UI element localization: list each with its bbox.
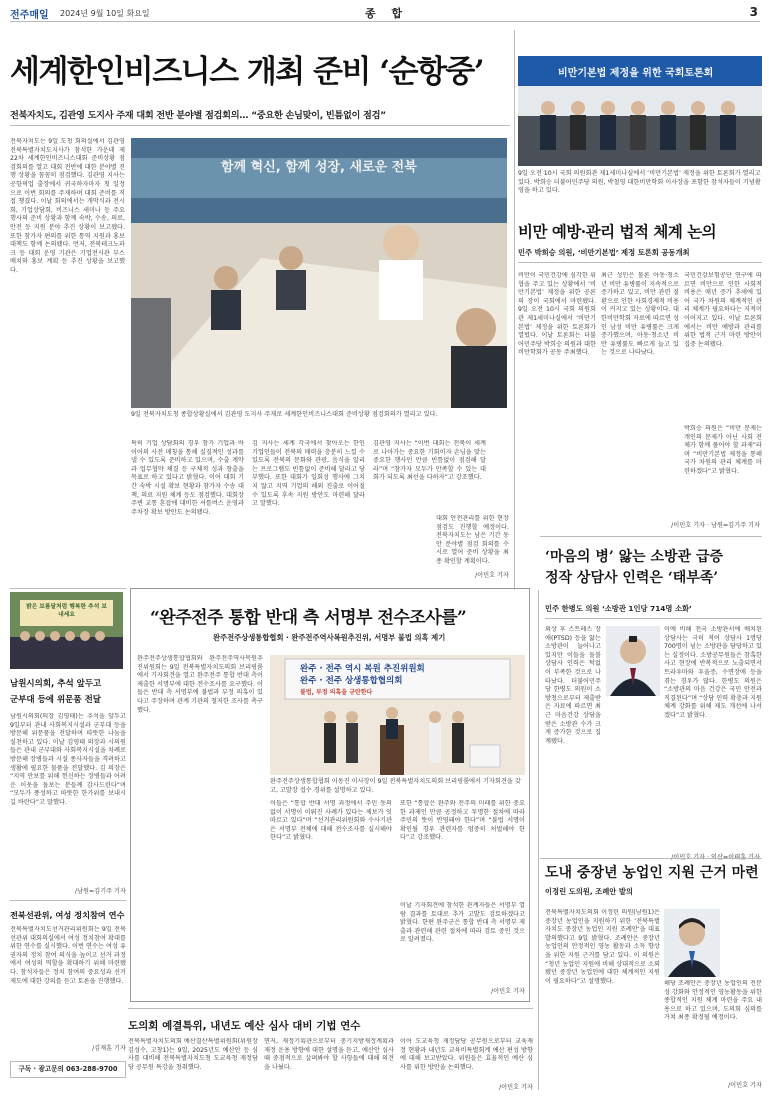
obesity-column-4: 박희승 의원은 “비만 문제는 개인의 문제가 아닌 사회 전체가 함께 풀어야 할 과제”라며 “비만기본법 제정을 통해 국가 차원의 관리 체계를 마련하겠다”고 밝혔다. (684, 425, 762, 475)
firefighter-headline-line-1: ‘마음의 병’ 앓는 소방관 급증 (545, 549, 724, 565)
farmer-byline: /이민호 기자 (728, 1082, 762, 1089)
budget-column-2: 면저, 재정기획관으로부터 중기지방재정계획과 재정 운용 방향에 대한 설명을 듣고, 예산안 심사 때 중점적으로 살펴봐야 할 사항들에 대해 의견을 나눴다. (264, 1038, 394, 1071)
obesity-column-2: 최근 성인은 물론 아동·청소년 비만 유병률이 지속적으로 증가하고 있고, 비만 관련 질환으로 인한 사회경제적 비용이 커지고 있는 상황이다. 대한비만학회 자료에 따르면 성인 남성 비만 유병률은 크게 증가했으며, 아동·청소년 비만 유병률도 빠르게 늘고 있는 것으로 나타났다. (601, 272, 679, 357)
divider (10, 900, 126, 901)
main-story-column-5: 대회 안전관리를 위한 현장 점검도 진행할 예정이다. 전북자치도는 남은 기간 동안 분야별 점검 회의를 수시로 열어 준비 상황을 최종 확인할 계획이다. (436, 515, 509, 565)
main-story-column-2: 특히 기업 상담회의 경우 참가 기업과 바이어의 사전 매칭을 통해 실질적인 성과를 낼 수 있도록 준비하고 있으며, 수출 계약과 업무협약 체결 등 구체적 성과 창출을 목표로 하고 있다고 밝혔다. 이어 대회 기간 숙박 시설 확보 현황과 참가자 수송 대책, 의료 지원 체계 등도 점검했다. 대회장 주변 교통 혼잡에 대비한 셔틀버스 운영과 주차장 확보 방안도 논의됐다. (131, 440, 244, 516)
section-name: 종 합 (365, 7, 409, 20)
lawmaker-portrait-photo (606, 626, 660, 696)
masthead (10, 4, 760, 22)
namwon-body: 남원시의회(의장 김영태)는 추석을 앞두고 9일부터 관내 사회복지시설과 군부대 등을 방문해 위문품을 전달하며 따뜻한 나눔을 실천하고 있다. 이날 김영태 의장과 시의원들은 관내 군부대와 사회복지시설을 차례로 방문해 장병들과 시설 종사자들을 격려하고 생활에 필요한 물품을 전달했다. 김 의장은 “지역 안보를 위해 헌신하는 장병들과 어려운 이웃을 돌보는 분들께 감사드린다”며 “모두가 풍성하고 따뜻한 한가위를 보내시길 바란다”고 말했다. (10, 713, 126, 806)
election-commission-headline: 전북선관위, 여성 정치참여 연수 (10, 910, 125, 920)
farmer-column-1: 전북특별자치도의회 이정린 의원(남원1)은 중장년 농업인을 지원하기 위한 ‘전북특별자치도 중장년 농업인 지원 조례안’을 대표 발의했다고 9일 밝혔다. 조례안은 중장년 농업인의 안정적인 영농 활동과 소득 향상을 위한 지원 근거를 담고 있다. 이 의원은 “청년 농업인 지원에 비해 상대적으로 소외됐던 중장년 농업인에 대한 체계적인 지원이 필요하다”고 설명했다. (545, 909, 660, 985)
lee-jeongrin-portrait (664, 909, 720, 977)
obesity-headline: 비만 예방·관리 법적 체계 논의 (518, 222, 717, 241)
divider (540, 858, 762, 859)
firefighter-column-1: 외상 후 스트레스 장애(PTSD) 등을 앓는 소방관이 늘어나고 있지만 이들을 돌볼 상담사 인력은 턱없이 부족한 것으로 나타났다. 더불어민주당 한병도 의원이 소방청으로부터 제출받은 자료에 따르면 최근 마음건강 상담을 받은 소방관 수가 크게 증가한 것으로 집계됐다. (545, 626, 601, 745)
main-story-column-1: 전북자치도는 9일 도청 회의실에서 김관영 전북특별자치도지사가 참석한 가운데 제22차 세계한인비즈니스대회 준비상황 점검회의를 열고 대회 전반에 대한 분야별 진행 상황을 꼼꼼히 점검했다. 김관영 지사는 공항픽업 출장에서 귀국하자마자 첫 일정으로 이번 회의를 주재하며 대회 준비를 직접 챙겼다. 이날 회의에서는 개막식과 전시회, 기업상담회, 비즈니스 세미나 등 주요 행사의 준비 상황과 함께 숙박, 수송, 의료, 안전 등 지원 분야 추진 상황이 보고됐다. 또한 참가자 편의를 위한 통역 지원과 홍보 대책도 함께 논의됐다. 먼저, 전북테크노파크 등 대회 운영 기관은 기업전시관 부스 배치와 홍보 계획 등 추진 상황을 보고했다. (10, 138, 125, 274)
press-banner-line-1: 완주 · 전주 역시 복원 추진위원회 (300, 664, 425, 674)
press-photo-caption: 완주전주상생통합협회 이동진 이사장이 9일 전북특별자치도의회 브리핑룸에서 기자회견을 갖고, 고발장 접수 경위를 설명하고 있다. (270, 778, 521, 794)
obesity-column-1: 비만이 국민건강에 심각한 위협을 주고 있는 상황에서 ‘비만기본법’ 제정을 위한 공론의 장이 국회에서 마련됐다. 9일 오전 10시 국회 의원회관 제1세미나실에서 ‘비만기본법’ 제정을 위한 토론회가 열렸다. 이날 토론회는 더불어민주당 박희승 의원과 대한비만학회가 공동 주최했다. (518, 272, 596, 357)
budget-column-1: 전북특별자치도의회 예산결산특별위원회(위원장 김성수, 고창1)는 9일, 2025년도 예산안 등 심사를 대비해 전북특별자치도청 도교육청 재정담당 공무원 특강을 청취했다. (128, 1038, 258, 1071)
obesity-forum-photo (518, 56, 762, 166)
firefighter-column-2: 이에 비해 전국 소방관서에 배치된 상담사는 극히 적어 상담사 1명당 700명이 넘는 소방관을 담당하고 있는 실정이다. 소방공무원들은 참혹한 사고 현장에 반복적으로 노출되면서 트라우마와 우울증, 수면장애 등을 겪는 경우가 많다. 한병도 의원은 “소방관의 마음 건강은 국민 안전과 직결된다”며 “상담 인력 확충과 지원 체계 강화를 위해 제도 개선에 나서겠다”고 밝혔다. (664, 626, 762, 719)
column-divider (514, 30, 515, 590)
main-headline: 세계한인비즈니스 개최 준비 ‘순항중’ (10, 54, 484, 90)
paper-name: 전주매일 (10, 10, 49, 21)
main-story-byline: /이민호 기자 (475, 572, 509, 579)
firefighter-headline-line-2: 정작 상담사 인력은 ‘태부족’ (545, 570, 719, 586)
portrait-illustration (664, 909, 720, 977)
divider (518, 262, 762, 263)
main-subhead: 전북자치도, 김관영 도지사 주재 대회 전반 분야별 점검회의… “중요한 손님맞이, 빈틈없이 점검” (10, 110, 386, 121)
budget-byline: /이민호 기자 (499, 1084, 533, 1091)
boxed-column-4: 이날 기자회견에 참석한 관계자들은 서명부 열람 결과를 토대로 추가 고발도 검토하겠다고 밝혔다. 한편 완주군은 통합 반대 측 서명부 제출과 관련해 관련 절차에 따라 검토 중인 것으로 알려졌다. (400, 902, 525, 944)
namwon-byline: /남원=김기주 기자 (74, 888, 126, 895)
firefighter-byline (600, 852, 760, 861)
obesity-photo-caption: 9일 오전 10시 국회 의원회관 제1세미나실에서 ‘비만기본법’ 제정을 위한 토론회가 열리고 있다. 박희승 더불어민주당 의원, 박철영 대한비만학회 이사장을 포함한 참석자들이 기념촬영을 하고 있다. (518, 170, 761, 195)
boxed-column-1: 완주전주상생통합협회와 완주전주역사복원추진위원회는 9일 전북특별자치도의회 브리핑룸에서 기자회견을 열고 완주전주 통합 반대 측이 제출한 서명부에 대한 전수조사를 요구했다. 이들은 반대 측 서명부에 불법과 부정 의혹이 있다고 주장하며 관계 기관의 철저한 조사를 촉구했다. (137, 655, 263, 714)
portrait-illustration (606, 626, 660, 696)
photo-banner-text: 함께 혁신, 함께 성장, 새로운 전북 (221, 160, 417, 175)
divider (545, 618, 762, 619)
column-divider (538, 590, 539, 1090)
publication-date: 2024년 9월 10일 화요일 (60, 9, 150, 18)
farmer-support-subhead: 이정린 도의원, 조례안 발의 (545, 887, 633, 896)
divider (10, 125, 510, 126)
divider (128, 1008, 533, 1009)
boxed-subhead: 완주전주상생통합협회 · 완주전주역사복원추진위, 서명부 불법 의혹 제기 (213, 633, 446, 642)
forum-banner-text: 비만기본법 제정을 위한 국회토론회 (558, 68, 714, 79)
farmer-support-headline: 도내 중장년 농업인 지원 근거 마련 (545, 865, 759, 881)
divider (10, 588, 126, 589)
namwon-council-photo (10, 592, 123, 669)
budget-column-3: 이어 도교육청 재정담당 공무원으로부터 교육재정 현황과 내년도 교육비특별회계 예산 편성 방향에 대해 보고받았다. 위원들은 효율적인 예산 심사를 위한 방안을 논의했다. (400, 1038, 533, 1071)
obesity-column-3: 국민건강보험공단 연구에 따르면 비만으로 인한 사회적 비용은 매년 증가 추세에 있어 국가 차원의 체계적인 관리 체계가 필요하다는 지적이 이어지고 있다. 이날 토론회에서는 비만 예방과 관리를 위한 법적 근거 마련 방안이 집중 논의됐다. (684, 272, 762, 348)
boxed-byline: /이민호 기자 (491, 988, 525, 995)
press-banner-line-2: 완주 · 전주 상생통합협의회 (300, 676, 403, 686)
press-conference-photo (270, 655, 525, 775)
page-number: 3 (749, 5, 758, 19)
obesity-byline: /이민호 기자 · 남원=김기주 기자 (671, 522, 760, 529)
council-banner-text: 밝은 보름달처럼 행복한 추석 보내세요 (26, 604, 107, 618)
obesity-subhead: 민주 박희승 의원, ‘비만기본법’ 제정 토론회 공동개최 (518, 248, 690, 257)
main-story-column-3: 김 지사는 세계 각국에서 찾아오는 한인 기업인들이 전북의 매력을 충분히 느낄 수 있도록 전북의 문화와 관광, 음식을 알리는 프로그램도 빈틈없이 준비해 달라고 당부했다. 또한 대회가 일회성 행사에 그치지 않고 지역 기업의 해외 진출로 이어질 수 있도록 후속 지원 방안도 마련해 달라고 말했다. (252, 440, 365, 508)
boxed-column-3: 또한 “통합은 완주와 전주의 미래를 위한 중요한 과제인 만큼 공정하고 투명한 절차에 따라 주민의 뜻이 반영돼야 한다”며 “불법 서명이 확인될 경우 관련자를 엄중히 처벌해야 한다”고 강조했다. (400, 800, 525, 842)
namwon-headline-line-2: 군부대 등에 위문품 전달 (10, 695, 101, 705)
divider (540, 536, 762, 537)
meeting-photo-illustration (131, 138, 507, 408)
farmer-column-2: 해당 조례안은 중장년 농업인의 전문성 강화와 안정적인 영농활동을 위한 종합적인 지원 체계 마련을 주요 내용으로 하고 있으며, 도의회 심의를 거쳐 최종 확정될 예정이다. (664, 980, 762, 1022)
main-story-column-4: 김관영 지사는 “이번 대회는 전북이 세계로 나아가는 중요한 기회이자 손님을 맞는 중요한 행사인 만큼 빈틈없이 점검해 달라”며 “참가자 모두가 만족할 수 있는 대회가 되도록 최선을 다하자”고 강조했다. (373, 440, 486, 482)
boxed-column-2: 이들은 “통합 반대 서명 과정에서 주민 동의 없이 서명이 이뤄진 사례가 있다는 제보가 잇따르고 있다”며 “선거관리위원회와 수사기관은 서명부 전체에 대해 전수조사를 실시해야 한다”고 밝혔다. (270, 800, 392, 842)
budget-committee-headline: 도의회 예결특위, 내년도 예산 심사 대비 기법 연수 (128, 1020, 361, 1032)
namwon-headline-line-1: 남원시의회, 추석 앞두고 (10, 679, 102, 689)
subscription-ad: 구독 · 광고문의 063-288-9700 (10, 1061, 126, 1078)
election-commission-byline: /김재훈 기자 (92, 1045, 126, 1052)
main-photo (131, 138, 507, 408)
boxed-headline: “완주전주 통합 반대 측 서명부 전수조사를” (150, 608, 467, 628)
main-photo-caption: 9일 전북자치도청 종합상황실에서 김관영 도지사 주재로 세계한인비즈니스대회 준비상황 점검회의가 열리고 있다. (131, 411, 438, 418)
election-commission-body: 전북특별자치도선거관리위원회는 9일 전북선관위 대회의실에서 여성 정치참여 확대를 위한 연수를 실시했다. 이번 연수는 여성 유권자의 정치 참여 의식을 높이고 선거 과정에서 여성의 역할을 확대하기 위해 마련됐다. 참석자들은 정치 참여의 중요성과 선거 제도에 대한 강의를 듣고 토론을 진행했다. (10, 926, 126, 985)
press-banner-line-3: 불법, 부정 의혹을 규탄한다 (300, 689, 373, 696)
firefighter-subhead: 민주 한병도 의원 ‘소방관 1인당 714명 소화’ (545, 604, 692, 613)
